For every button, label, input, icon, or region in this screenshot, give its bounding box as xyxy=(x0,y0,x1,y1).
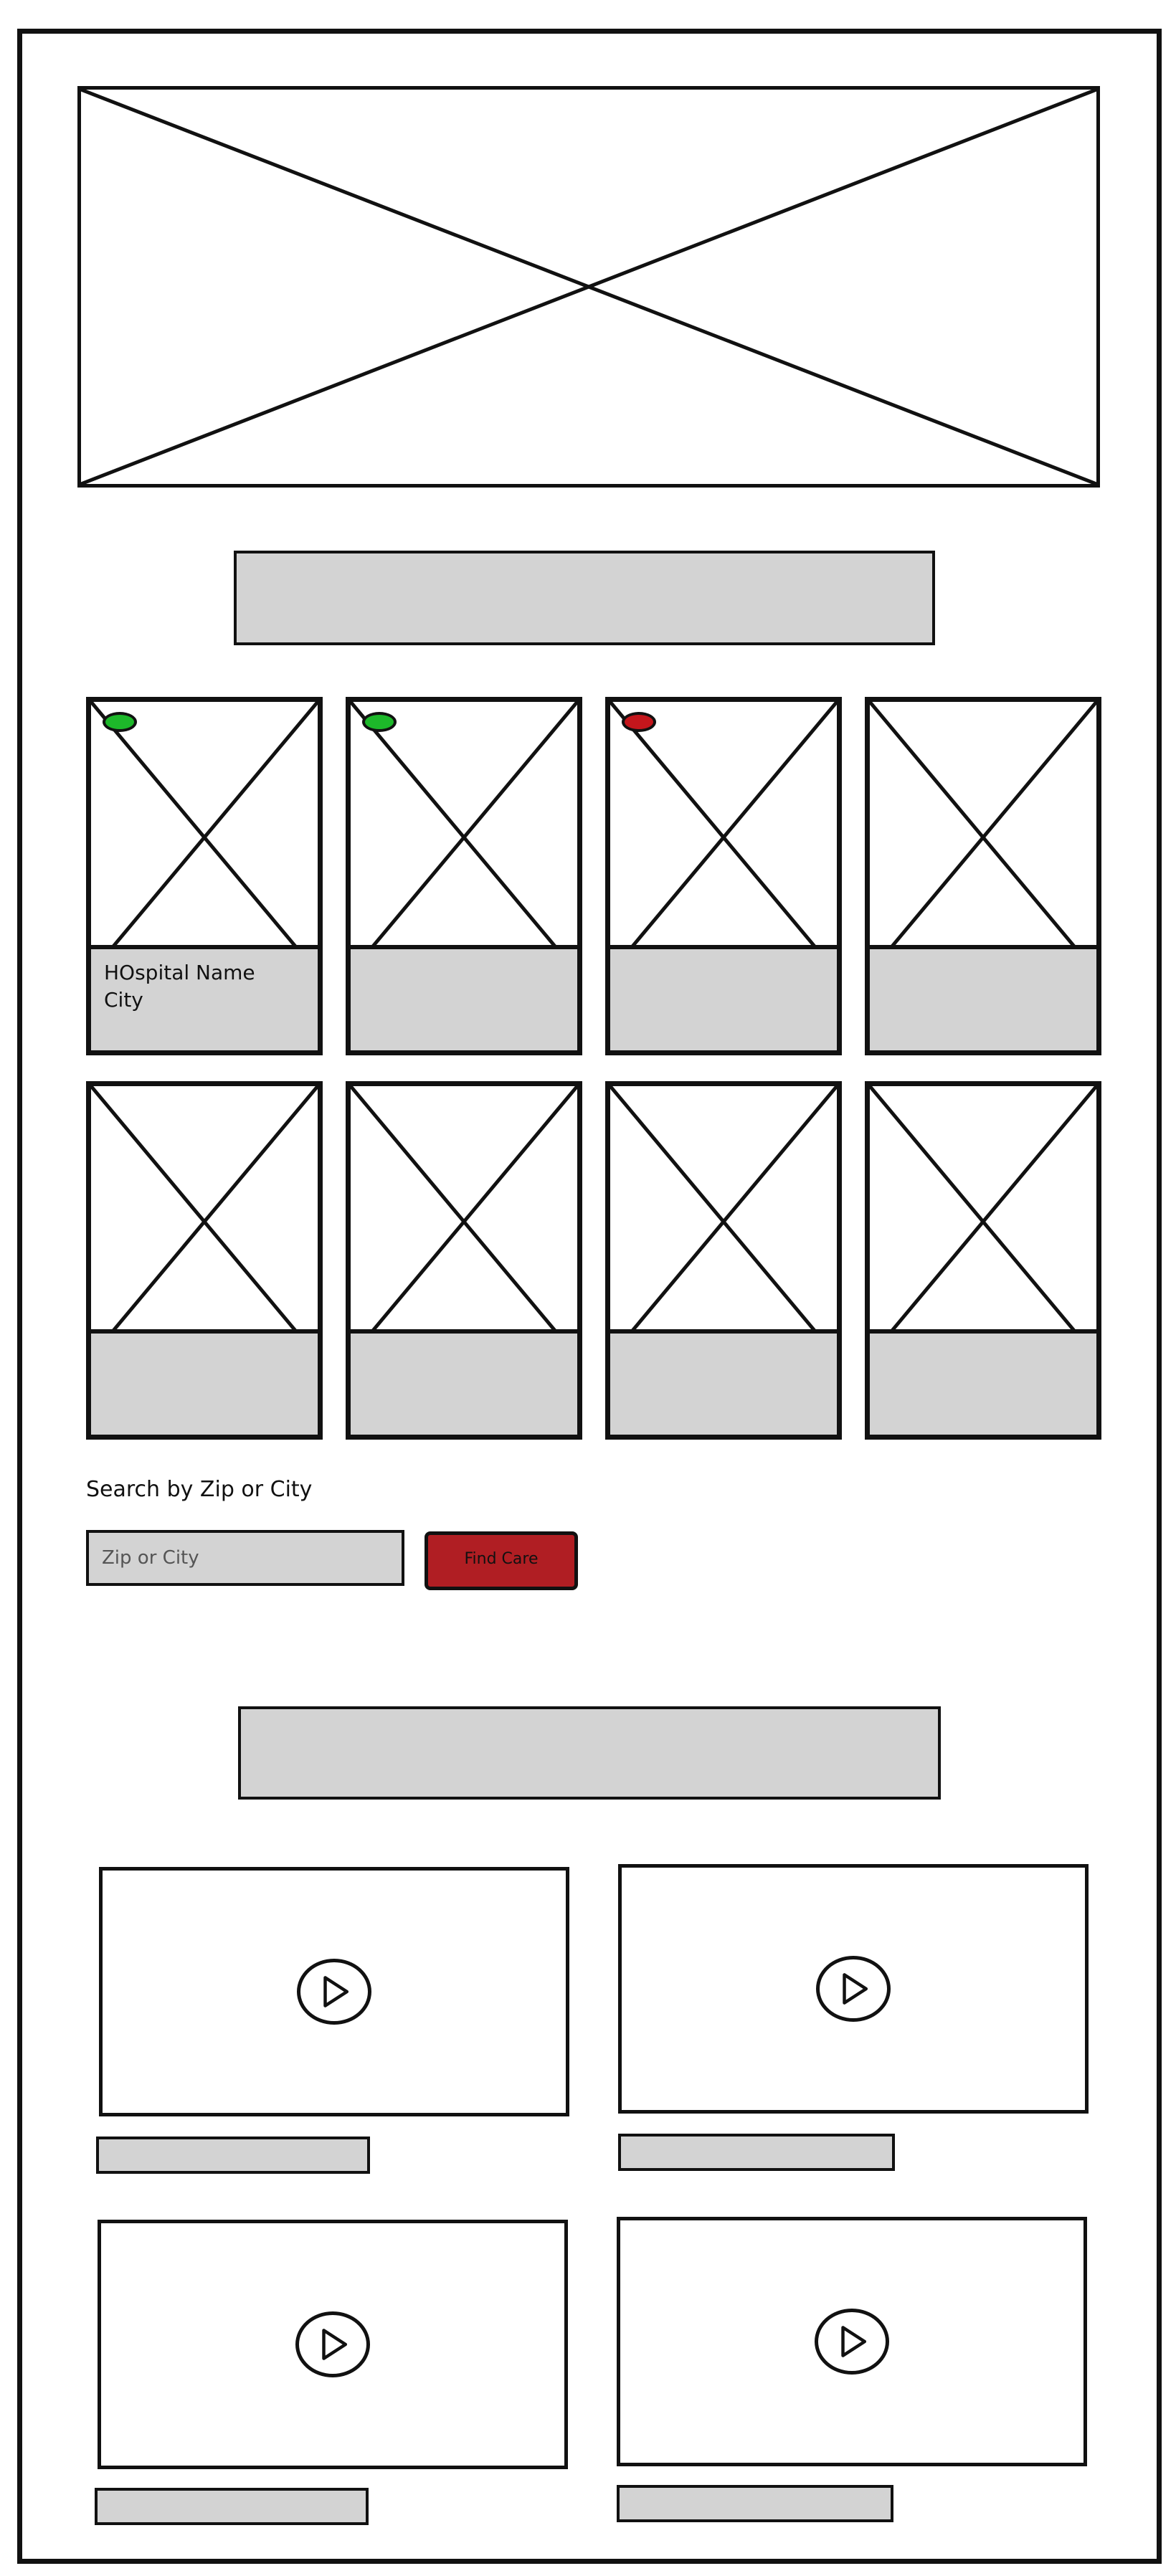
find-care-button[interactable]: Find Care xyxy=(425,1531,578,1590)
hospital-caption xyxy=(610,945,837,1050)
hospital-image xyxy=(91,702,318,973)
play-icon[interactable] xyxy=(816,1956,891,2022)
hospital-image xyxy=(610,702,837,973)
hospital-card[interactable] xyxy=(86,1081,323,1440)
section-heading-placeholder xyxy=(234,551,935,645)
play-icon[interactable] xyxy=(297,1959,371,2025)
hospital-image xyxy=(91,1086,318,1357)
status-red-dot xyxy=(622,712,656,732)
hospital-image xyxy=(870,702,1096,973)
image-placeholder-icon xyxy=(870,1086,1096,1357)
status-green-dot xyxy=(362,712,397,732)
play-icon[interactable] xyxy=(815,2309,889,2375)
image-placeholder-icon xyxy=(91,702,318,973)
hospital-card[interactable] xyxy=(86,697,323,1055)
video-title-placeholder xyxy=(617,2485,893,2522)
video-title-placeholder xyxy=(618,2134,895,2171)
hospital-card[interactable] xyxy=(605,697,842,1055)
hospital-card[interactable] xyxy=(346,697,582,1055)
image-placeholder-icon xyxy=(870,702,1096,973)
hospital-image xyxy=(870,1086,1096,1357)
image-placeholder-icon xyxy=(91,1086,318,1357)
hospital-image xyxy=(610,1086,837,1357)
image-placeholder-icon xyxy=(81,90,1096,484)
image-placeholder-icon xyxy=(351,702,577,973)
hospital-caption xyxy=(91,945,318,1050)
hospital-caption xyxy=(91,1329,318,1435)
video-thumbnail[interactable] xyxy=(98,2220,568,2469)
video-thumbnail[interactable] xyxy=(617,2217,1087,2466)
hospital-name: HOspital Name xyxy=(104,961,255,984)
hospital-caption xyxy=(610,1329,837,1435)
status-green-dot xyxy=(103,712,137,732)
video-thumbnail[interactable] xyxy=(99,1867,569,2116)
image-placeholder-icon xyxy=(351,1086,577,1357)
section-heading-placeholder-2 xyxy=(238,1706,941,1800)
hospital-card[interactable] xyxy=(865,1081,1101,1440)
image-placeholder-icon xyxy=(610,702,837,973)
video-title-placeholder xyxy=(95,2488,369,2525)
hospital-caption xyxy=(351,945,577,1050)
video-title-placeholder xyxy=(96,2137,370,2174)
search-label: Search by Zip or City xyxy=(86,1477,313,1502)
hospital-city: City xyxy=(104,988,143,1012)
hospital-card[interactable] xyxy=(605,1081,842,1440)
hospital-caption xyxy=(870,945,1096,1050)
hospital-card[interactable] xyxy=(346,1081,582,1440)
video-thumbnail[interactable] xyxy=(618,1864,1089,2114)
hospital-image xyxy=(351,1086,577,1357)
image-placeholder-icon xyxy=(610,1086,837,1357)
hospital-card[interactable] xyxy=(865,697,1101,1055)
hospital-caption xyxy=(870,1329,1096,1435)
play-icon[interactable] xyxy=(295,2311,370,2377)
hero-image xyxy=(77,86,1100,488)
hospital-caption xyxy=(351,1329,577,1435)
zip-city-input[interactable] xyxy=(86,1530,404,1586)
hospital-image xyxy=(351,702,577,973)
